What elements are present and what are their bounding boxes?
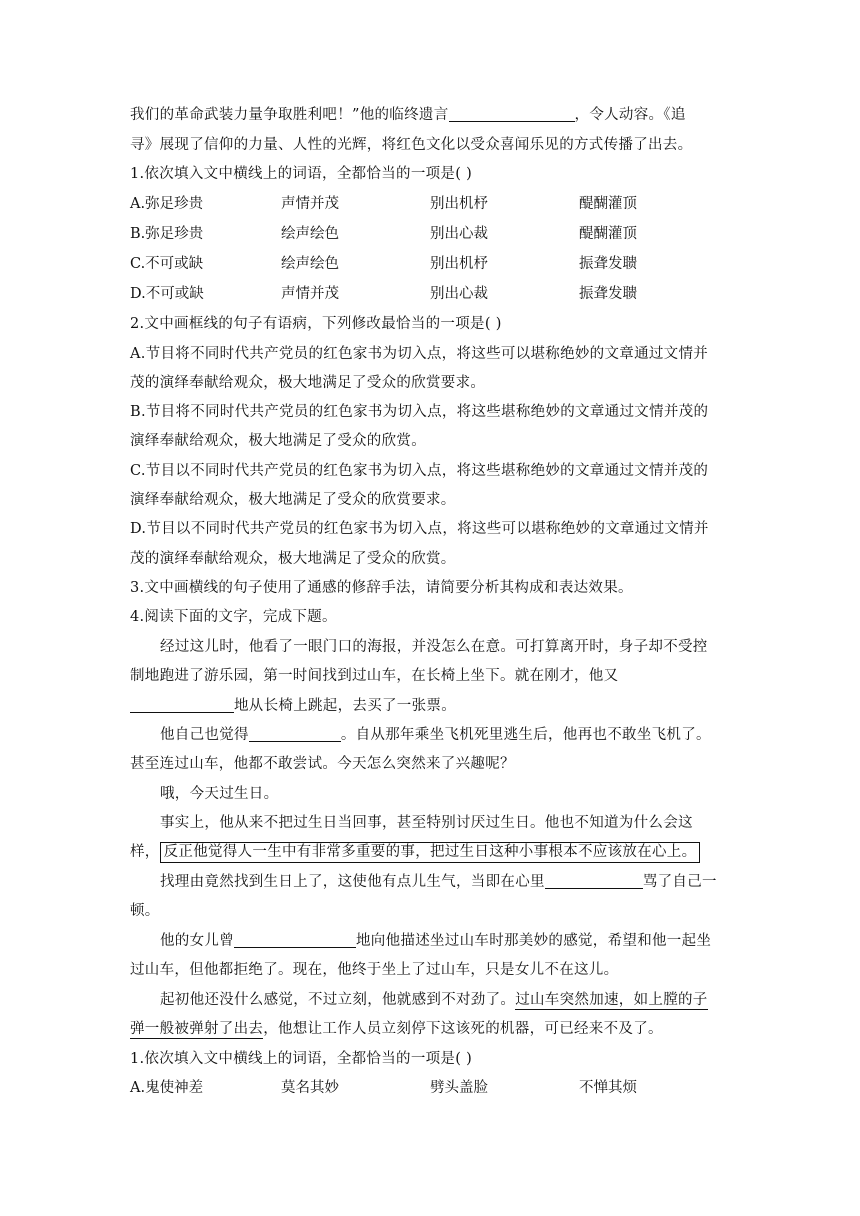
q2-option-b: B.节目将不同时代共产党员的红色家书为切入点，将这些堪称绝妙的文章通过文情并茂的 <box>130 404 709 420</box>
underlined-sentence: 弹一般被弹射了出去 <box>130 1021 264 1037</box>
fill-blank <box>545 872 643 889</box>
q2-option-b-cont: 演绎奉献给观众，极大地满足了受众的欣赏。 <box>130 433 426 449</box>
exam-page: 我们的革命武装力量争取胜利吧！”他的临终遗言 ，令人动容。《追 寻》展现了信仰的力量、人性的光辉，将红色文化以受众喜闻乐见的方式传播了出去。 1.依次填入文中横线上的词语，全都恰当的一项是( ) A.弥足珍贵 声情并茂 别出机杼 醍醐灌顶 B.弥足珍贵 绘声绘色 别出心裁 醍醐灌顶 C.不可或缺 绘声绘色 别出机杼 振聋发聩 D.不可或缺 声情并茂 别出心裁 振聋发聩 2.文中画框线的句子有语病，下列修改最恰当的一项是( ) A.节目将不同时代共产党员的红色家书为切入点，将这些可以堪称绝妙的文章通过文情并 茂的演绎奉献给观众，极大地满足了受众的欣赏要求。 B.节目将不同时代共产党员的红色家书为切入点，将这些堪称绝妙的文章通过文情并茂的 演绎奉献给观众，极大地满足了受众的欣赏。 C.节目以不同时代共产党员的红色家书为切入点，将这些堪称绝妙的文章通过文情并茂的 演绎奉献给观众，极大地满足了受众的欣赏要求。 D.节目以不同时代共产党员的红色家书为切入点，将这些可以堪称绝妙的文章通过文情并 茂的演绎奉献给观众，极大地满足了受众的欣赏。 3.文中画横线的句子使用了通感的修辞手法，请简要分析其构成和表达效果。 4.阅读下面的文字，完成下题。 经过这儿时，他看了一眼门口的海报，并没怎么在意。可打算离开时，身子却不受控 制地跑进了游乐园，第一时间找到过山车，在长椅上坐下。就在刚才，他又 地从长椅上跳起，去买了一张票。 他自己也觉得 。自从那年乘坐飞机死里逃生后，他再也不敢坐飞机了。 甚至连过山车，他都不敢尝试。今天怎么突然来了兴趣呢？ 哦，今天过生日。 事实上，他从来不把过生日当回事，甚至特别讨厌过生日。他也不知道为什么会这 样， 反正他觉得人一生中有非常多重要的事，把过生日这种小事根本不应该放在心上。 找理由竟然找到生日上了，这使他有点儿生气，当即在心里 骂了自己一 顿。 他的女儿曾 地向他描述坐过山车时那美妙的感觉，希望和他一起坐 过山车，但他都拒绝了。现在，他终于坐上了过山车，只是女儿不在这儿。 起初他还没什么感觉，不过立刻，他就感到不对劲了。过山车突然加速，如上膛的子 弹一般被弹射了出去，他想让工作人员立刻停下这该死的机器，可已经来不及了。 1.依次填入文中横线上的词语，全都恰当的一项是( ) A.鬼使神差 莫名其妙 劈头盖脸 不惮其烦 <box>0 0 860 1216</box>
passage-line: 寻》展现了信仰的力量、人性的光辉，将红色文化以受众喜闻乐见的方式传播了出去。 <box>130 137 693 153</box>
story-line: 样， 反正他觉得人一生中有非常多重要的事，把过生日这种小事根本不应该放在心上。 <box>130 840 700 861</box>
q2-option-d: D.节目以不同时代共产党员的红色家书为切入点，将这些可以堪称绝妙的文章通过文情并 <box>130 521 709 537</box>
story-line: 弹一般被弹射了出去，他想让工作人员立刻停下这该死的机器，可已经来不及了。 <box>130 1021 663 1037</box>
question-2-stem: 2.文中画框线的句子有语病，下列修改最恰当的一项是( ) <box>130 316 502 332</box>
story-line: 事实上，他从来不把过生日当回事，甚至特别讨厌过生日。他也不知道为什么会这 <box>160 815 693 831</box>
story-line: 他自己也觉得 。自从那年乘坐飞机死里逃生后，他再也不敢坐飞机了。 <box>160 727 711 743</box>
question-4-stem: 4.阅读下面的文字，完成下题。 <box>130 609 337 625</box>
story-line: 哦，今天过生日。 <box>160 786 279 802</box>
fill-blank <box>130 696 234 713</box>
story-line: 顿。 <box>130 903 160 919</box>
q2-option-a-cont: 茂的演绎奉献给观众，极大地满足了受众的欣赏要求。 <box>130 375 486 391</box>
fill-blank <box>449 105 575 122</box>
q2-option-d-cont: 茂的演绎奉献给观众，极大地满足了受众的欣赏。 <box>130 551 456 567</box>
fill-blank <box>234 931 356 948</box>
boxed-sentence: 反正他觉得人一生中有非常多重要的事，把过生日这种小事根本不应该放在心上。 <box>160 842 701 863</box>
story-line: 制地跑进了游乐园，第一时间找到过山车，在长椅上坐下。就在刚才，他又 <box>130 668 619 684</box>
passage-line: 我们的革命武装力量争取胜利吧！”他的临终遗言 ，令人动容。《追 <box>130 107 686 123</box>
fill-blank <box>249 725 341 742</box>
story-line: 他的女儿曾 地向他描述坐过山车时那美妙的感觉，希望和他一起坐 <box>160 933 712 949</box>
story-line: 地从长椅上跳起，去买了一张票。 <box>130 694 456 715</box>
story-line: 起初他还没什么感觉，不过立刻，他就感到不对劲了。过山车突然加速，如上膛的子 <box>160 992 708 1008</box>
underlined-sentence: 过山车突然加速，如上膛的子 <box>515 992 708 1008</box>
story-line: 甚至连过山车，他都不敢尝试。今天怎么突然来了兴趣呢？ <box>130 756 515 772</box>
q2-option-a: A.节目将不同时代共产党员的红色家书为切入点，将这些可以堪称绝妙的文章通过文情并 <box>130 346 709 362</box>
question-1-stem: 1.依次填入文中横线上的词语，全都恰当的一项是( ) <box>130 166 473 182</box>
story-line: 过山车，但他都拒绝了。现在，他终于坐上了过山车，只是女儿不在这儿。 <box>130 962 619 978</box>
q2-option-c-cont: 演绎奉献给观众，极大地满足了受众的欣赏要求。 <box>130 492 456 508</box>
q2-option-c: C.节目以不同时代共产党员的红色家书为切入点，将这些堪称绝妙的文章通过文情并茂的 <box>130 463 709 479</box>
question-3-stem: 3.文中画横线的句子使用了通感的修辞手法，请简要分析其构成和表达效果。 <box>130 580 633 596</box>
story-line: 经过这儿时，他看了一眼门口的海报，并没怎么在意。可打算离开时，身子却不受控 <box>160 639 708 655</box>
story-line: 找理由竟然找到生日上了，这使他有点儿生气，当即在心里 骂了自己一 <box>160 874 717 890</box>
question-4-1-stem: 1.依次填入文中横线上的词语，全都恰当的一项是( ) <box>130 1051 473 1067</box>
